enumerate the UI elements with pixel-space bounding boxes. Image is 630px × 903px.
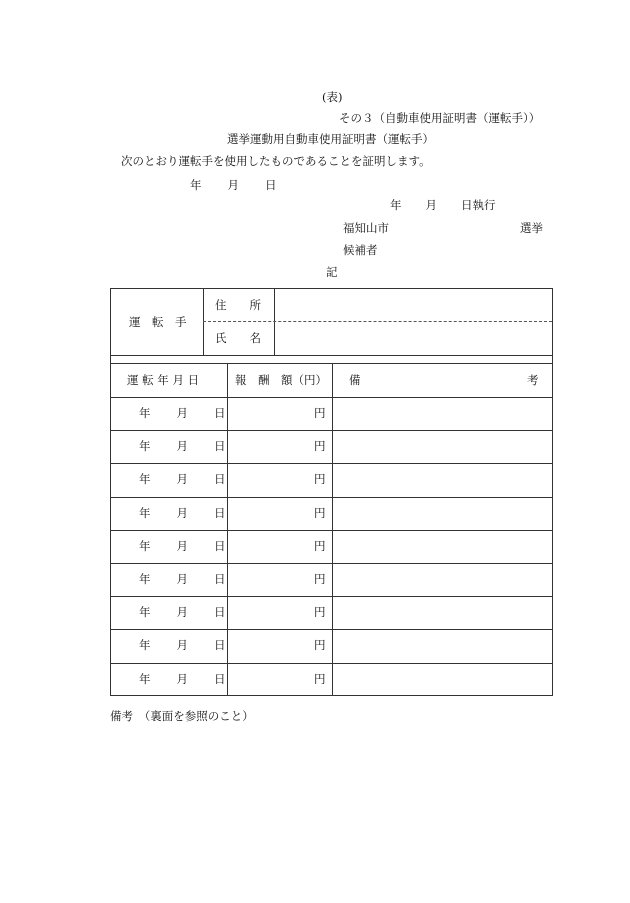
- row-day: 日: [214, 572, 226, 586]
- row-remarks-field[interactable]: [341, 607, 541, 619]
- election-date: [390, 200, 496, 212]
- certification-statement: 次のとおり運転手を使用したものであることを証明します。: [121, 154, 431, 168]
- row-date[interactable]: [139, 671, 226, 686]
- row-remarks-field[interactable]: [341, 674, 541, 686]
- row-month: 月: [176, 406, 188, 420]
- row-top-line: [111, 663, 552, 664]
- row-month: 月: [176, 472, 188, 487]
- row-day: 日: [214, 439, 226, 454]
- side-label: (表): [322, 90, 343, 104]
- certification-date: [190, 180, 277, 192]
- exec-year: 年: [390, 198, 402, 212]
- row-day: 日: [214, 505, 226, 520]
- row-remarks-field[interactable]: [341, 441, 541, 453]
- column-date-header: 運 転 年 月 日: [127, 373, 200, 387]
- row-top-line: [111, 463, 552, 464]
- row-month: 月: [176, 572, 188, 586]
- row-top-line: [111, 397, 552, 398]
- row-date[interactable]: [139, 640, 226, 652]
- row-year: 年: [139, 439, 151, 454]
- row-amount-yen[interactable]: 円: [314, 505, 326, 520]
- ki-label: 記: [326, 265, 338, 279]
- row-top-line: [111, 430, 552, 431]
- row-date[interactable]: [139, 474, 226, 486]
- column-remarks-header-2: 考: [527, 373, 539, 387]
- address-label: 住 所: [215, 298, 261, 312]
- row-remarks-field[interactable]: [341, 640, 541, 652]
- form-title: 選挙運動用自動車使用証明書（運転手）: [227, 132, 434, 146]
- driver-label: 運 転 手: [129, 315, 187, 329]
- candidate-label: 候補者: [343, 243, 378, 257]
- row-top-line: [111, 563, 552, 564]
- row-month: 月: [176, 538, 188, 553]
- row-remarks-field[interactable]: [341, 541, 541, 553]
- row-month: 月: [176, 671, 188, 686]
- date-year: 年: [190, 178, 202, 192]
- row-year: 年: [139, 472, 151, 487]
- row-date[interactable]: [139, 538, 226, 553]
- form-subtitle: その３（自動車使用証明書（運転手））: [339, 111, 541, 125]
- name-label: 氏 名: [215, 331, 261, 345]
- driver-divider-1: [203, 289, 204, 355]
- row-amount-yen[interactable]: 円: [314, 538, 326, 553]
- row-day: 日: [214, 538, 226, 553]
- row-month: 月: [176, 505, 188, 520]
- election-label: 選挙: [520, 221, 543, 235]
- row-year: 年: [139, 605, 151, 620]
- footer-remark: 備考 （裏面を参照のこと）: [110, 709, 254, 723]
- row-year: 年: [139, 638, 151, 653]
- row-month: 月: [176, 439, 188, 454]
- column-remarks-header-1: 備: [349, 373, 361, 387]
- driver-bottom-line: [111, 355, 552, 356]
- row-remarks-field[interactable]: [341, 508, 541, 520]
- row-amount-yen[interactable]: 円: [314, 406, 326, 420]
- row-date[interactable]: [139, 505, 226, 520]
- row-day: 日: [214, 605, 226, 620]
- exec-day: 日執行: [461, 198, 496, 212]
- row-day: 日: [214, 638, 226, 653]
- row-top-line: [111, 596, 552, 597]
- row-date[interactable]: [139, 574, 226, 586]
- row-month: 月: [176, 638, 188, 653]
- driver-dashed-line: [203, 321, 552, 322]
- row-amount-yen[interactable]: 円: [314, 605, 326, 620]
- row-amount-yen[interactable]: 円: [314, 638, 326, 653]
- row-amount-yen[interactable]: 円: [314, 671, 326, 686]
- row-remarks-field[interactable]: [341, 408, 541, 420]
- row-year: 年: [139, 538, 151, 553]
- row-top-line: [111, 530, 552, 531]
- row-remarks-field[interactable]: [341, 474, 541, 486]
- driver-divider-2: [274, 289, 275, 355]
- row-amount-yen[interactable]: 円: [314, 439, 326, 454]
- exec-month: 月: [425, 198, 437, 212]
- row-date[interactable]: [139, 607, 226, 619]
- row-year: 年: [139, 406, 151, 420]
- row-date[interactable]: [139, 441, 226, 453]
- date-day: 日: [265, 178, 277, 192]
- column-amount-header: 報 酬 額（円）: [235, 373, 327, 387]
- city-name: 福知山市: [343, 221, 389, 235]
- row-year: 年: [139, 572, 151, 586]
- driver-usage-table: [110, 288, 553, 696]
- row-date[interactable]: [139, 408, 226, 420]
- row-amount-yen[interactable]: 円: [314, 472, 326, 487]
- row-day: 日: [214, 472, 226, 487]
- row-top-line: [111, 629, 552, 630]
- row-year: 年: [139, 505, 151, 520]
- row-year: 年: [139, 671, 151, 686]
- row-month: 月: [176, 605, 188, 620]
- row-remarks-field[interactable]: [341, 574, 541, 586]
- row-amount-yen[interactable]: 円: [314, 572, 326, 586]
- date-month: 月: [227, 178, 239, 192]
- row-day: 日: [214, 406, 226, 420]
- row-day: 日: [214, 671, 226, 686]
- row-top-line: [111, 497, 552, 498]
